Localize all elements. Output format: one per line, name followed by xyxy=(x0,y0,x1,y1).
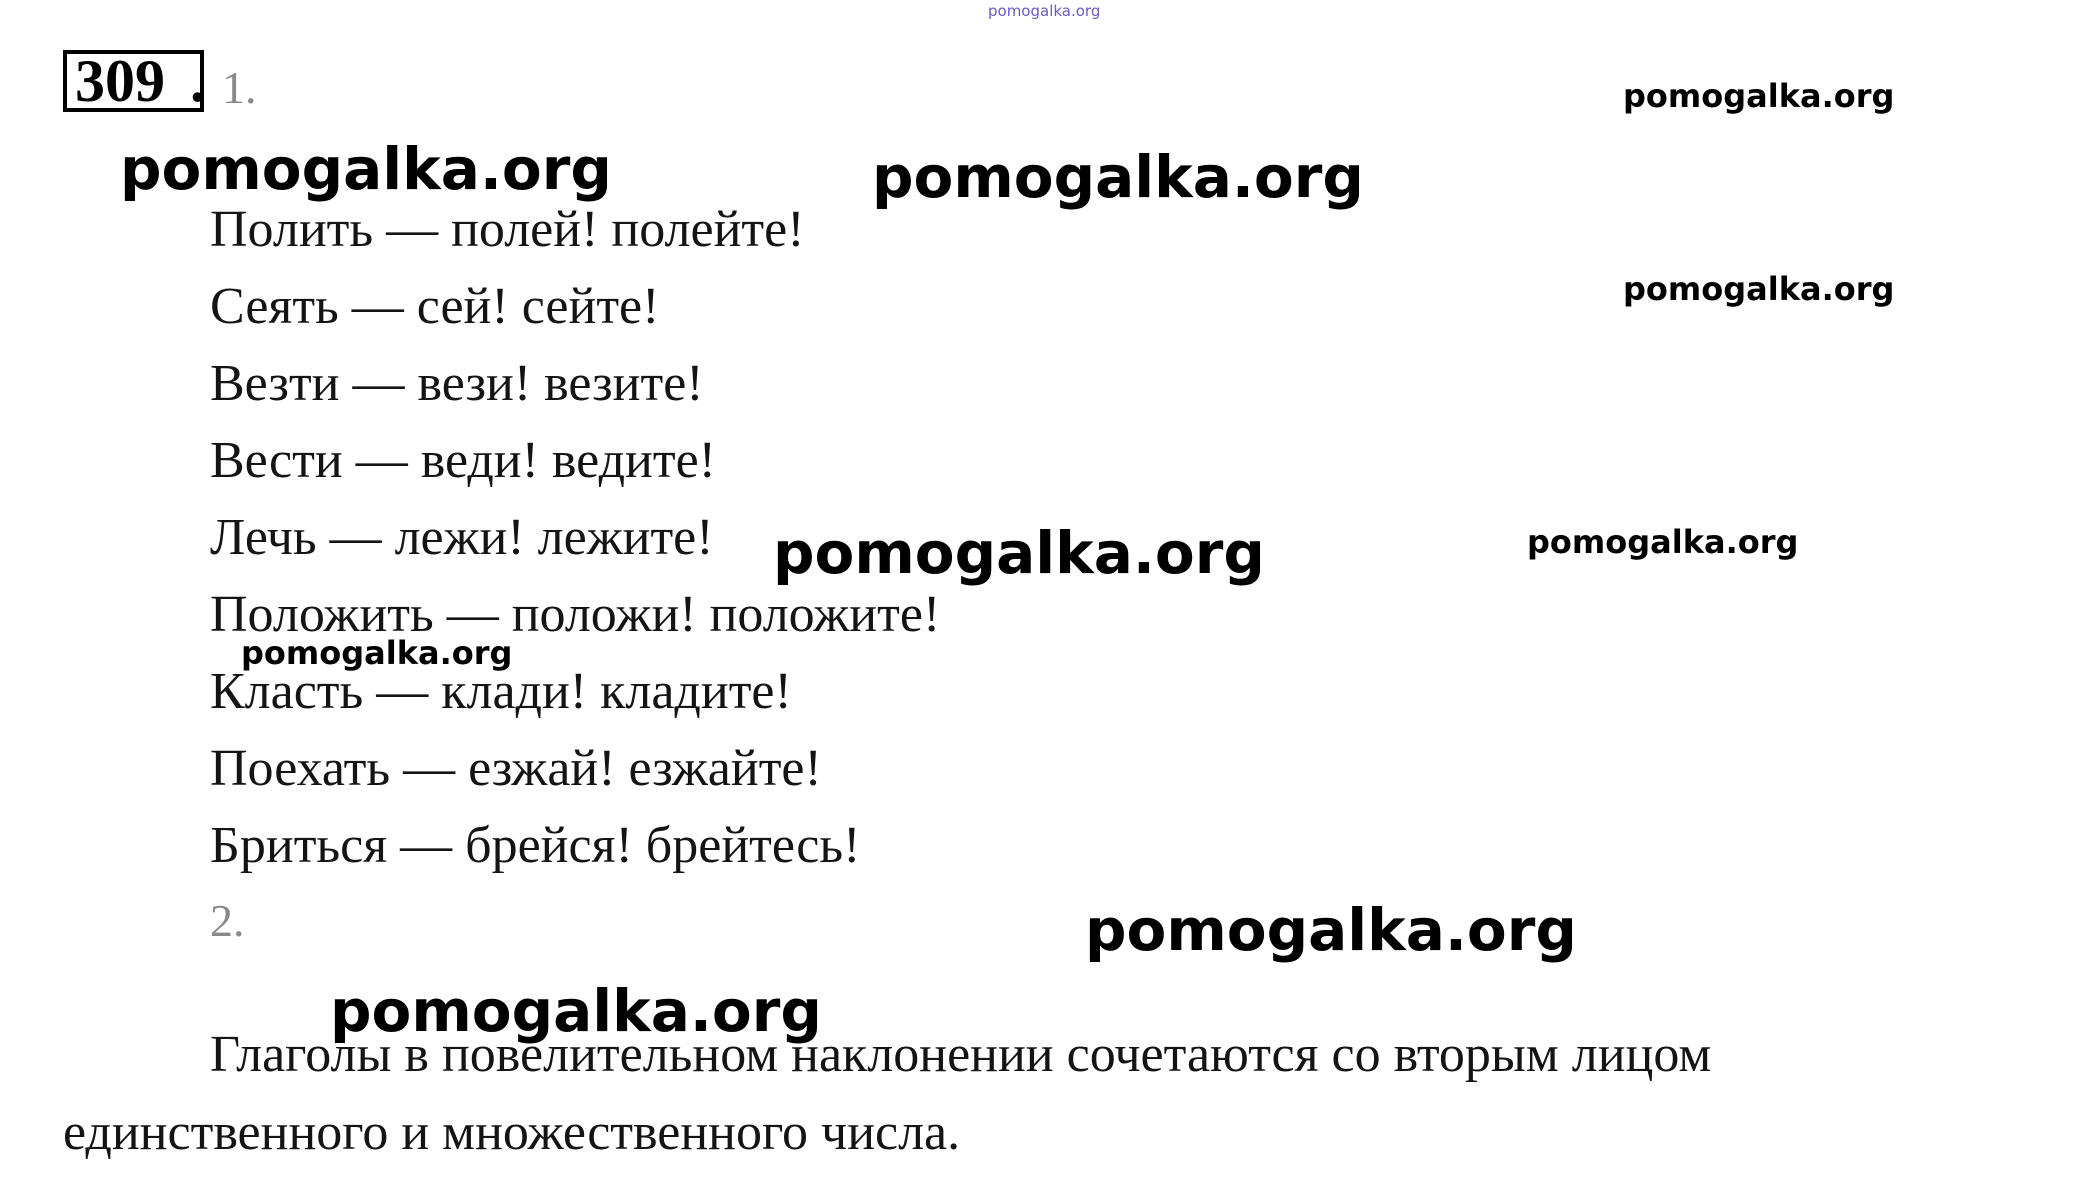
verb-line-6: Положить — положи! положите! xyxy=(210,586,941,643)
watermark-3: pomogalka.org xyxy=(872,143,1364,211)
watermark-4: pomogalka.org xyxy=(1623,270,1895,308)
verb-line-2: Сеять — сей! сейте! xyxy=(210,278,660,335)
watermark-top: pomogalka.org xyxy=(988,2,1101,20)
verb-line-1: Полить — полей! полейте! xyxy=(210,201,805,258)
verb-line-4: Вести — веди! ведите! xyxy=(210,432,716,489)
part-2-label: 2. xyxy=(210,895,245,946)
watermark-8: pomogalka.org xyxy=(1085,896,1577,964)
exercise-number: 309 xyxy=(75,48,165,114)
verb-line-5: Лечь — лежи! лежите! xyxy=(210,509,714,566)
verb-line-9: Бриться — брейся! брейтесь! xyxy=(210,817,861,874)
watermark-7: pomogalka.org xyxy=(241,634,513,672)
watermark-2: pomogalka.org xyxy=(120,135,612,203)
watermark-1: pomogalka.org xyxy=(1623,77,1895,115)
verb-line-3: Везти — вези! везите! xyxy=(210,355,704,412)
paragraph-line-1: Глаголы в повелительном наклонении сочетаются со вторым лицом xyxy=(210,1026,1712,1083)
exercise-number-dot: . xyxy=(190,48,205,114)
part-1-label: 1. xyxy=(222,62,257,113)
paragraph-line-2: единственного и множественного числа. xyxy=(63,1104,961,1161)
verb-line-7: Класть — клади! кладите! xyxy=(210,663,792,720)
watermark-6: pomogalka.org xyxy=(1527,523,1799,561)
watermark-9: pomogalka.org xyxy=(330,977,822,1045)
watermark-5: pomogalka.org xyxy=(773,519,1265,587)
verb-line-8: Поехать — езжай! езжайте! xyxy=(210,740,822,797)
